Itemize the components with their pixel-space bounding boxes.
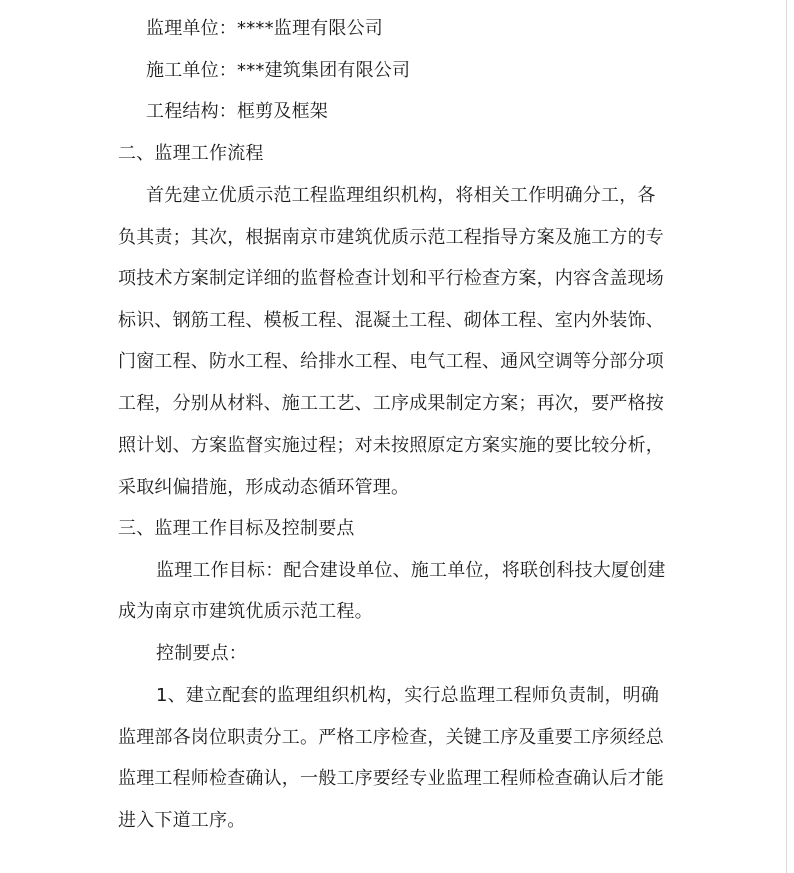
section-2-paragraph-line: 采取纠偏措施，形成动态循环管理。 bbox=[118, 477, 410, 498]
control-points-heading: 控制要点： bbox=[156, 643, 247, 664]
page-edge-divider bbox=[786, 0, 787, 873]
section-2-paragraph-line: 门窗工程、防水工程、给排水工程、电气工程、通风空调等分部分项 bbox=[118, 351, 664, 372]
control-point-1-line: 监理工程师检查确认，一般工序要经专业监理工程师检查确认后才能 bbox=[118, 768, 664, 789]
section-2-paragraph-line: 负其责；其次，根据南京市建筑优质示范工程指导方案及施工方的专 bbox=[118, 227, 664, 248]
control-point-1-line: 1、建立配套的监理组织机构，实行总监理工程师负责制，明确 bbox=[156, 685, 660, 706]
section-3-heading: 三、监理工作目标及控制要点 bbox=[118, 518, 355, 539]
section-2-paragraph-line: 项技术方案制定详细的监督检查计划和平行检查方案，内容含盖现场 bbox=[118, 268, 664, 289]
control-point-1-line: 监理部各岗位职责分工。严格工序检查，关键工序及重要工序须经总 bbox=[118, 727, 664, 748]
structure-line: 工程结构：框剪及框架 bbox=[146, 101, 328, 122]
target-paragraph-line: 成为南京市建筑优质示范工程。 bbox=[118, 601, 373, 622]
control-point-1-line: 进入下道工序。 bbox=[118, 810, 246, 831]
section-2-paragraph-line: 工程，分别从材料、施工工艺、工序成果制定方案；再次，要严格按 bbox=[118, 393, 664, 414]
section-2-paragraph-line: 照计划、方案监督实施过程；对未按照原定方案实施的要比较分析， bbox=[118, 435, 664, 456]
target-paragraph-line: 监理工作目标：配合建设单位、施工单位，将联创科技大厦创建 bbox=[156, 560, 666, 581]
supervision-unit-line: 监理单位：****监理有限公司 bbox=[146, 18, 383, 39]
section-2-paragraph-line: 标识、钢筋工程、模板工程、混凝土工程、砌体工程、室内外装饰、 bbox=[118, 310, 664, 331]
construction-unit-line: 施工单位：***建筑集团有限公司 bbox=[146, 60, 411, 81]
section-2-heading: 二、监理工作流程 bbox=[118, 143, 264, 164]
section-2-paragraph-line: 首先建立优质示范工程监理组织机构，将相关工作明确分工，各 bbox=[146, 185, 656, 206]
